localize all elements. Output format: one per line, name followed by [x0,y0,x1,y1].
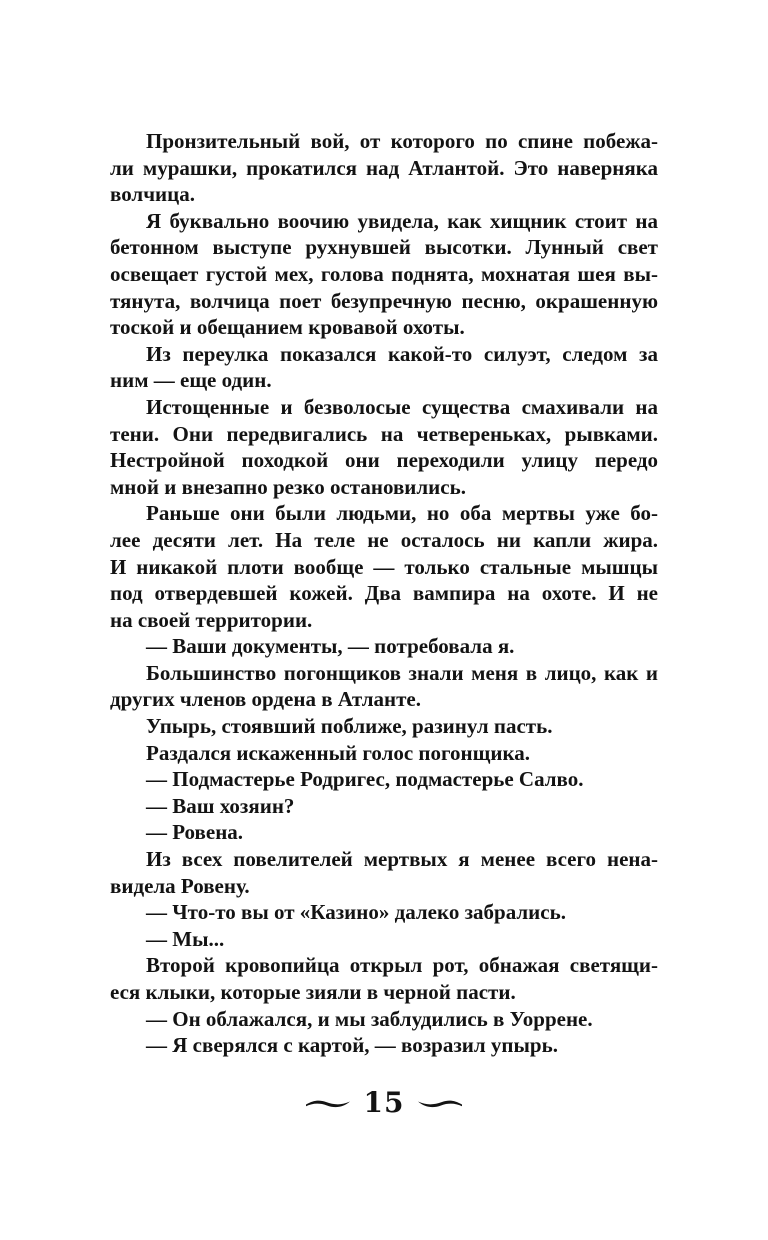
text-line: бетонном выступе рухнувшей высотки. Лунный свет [110,235,658,260]
text-line: — Он облажался, и мы заблудились в Уоррене. [146,1006,593,1031]
paragraph [110,394,658,500]
paragraph [110,740,658,767]
paragraph [110,128,658,208]
text-line: тоской и обещанием кровавой охоты. [110,315,465,340]
text-line: волчица. [110,182,195,207]
text-line: Раньше они были людьми, но оба мертвы уже бо- [146,501,658,526]
text-line: Второй кровопийца открыл рот, обнажая светящи- [146,953,658,978]
paragraph [110,819,658,846]
text-line: лее десяти лет. На теле не осталось ни капли жира. [110,527,658,552]
text-line: Из переулка показался какой-то силуэт, следом за [146,341,658,366]
text-line: ли мурашки, прокатился над Атлантой. Это наверняка [110,155,658,180]
text-line: Раздался искаженный голос погонщика. [146,740,530,765]
paragraph [110,1006,658,1033]
page-number: 15 [363,1086,405,1119]
text-line: Пронзительный вой, от которого по спине побежа- [146,129,658,153]
paragraph [110,766,658,793]
paragraph [110,500,658,633]
text-line: ним — еще один. [110,368,272,393]
paragraph [110,952,658,1005]
text-line: — Мы... [146,926,225,951]
paragraph [110,713,658,740]
paragraph [110,793,658,820]
text-line: тянута, волчица поет безупречную песню, окрашенную [110,288,658,313]
text-line: — Подмастерье Родригес, подмастерье Салво. [146,767,584,792]
text-line: на своей территории. [110,607,313,632]
text-line: Истощенные и безволосые существа смахивали на [146,394,658,419]
text-line: других членов ордена в Атланте. [110,687,421,712]
text-line: видела Ровену. [110,873,250,898]
text-line: — Что-то вы от «Казино» далеко забрались. [146,900,566,925]
text-line: — Ваш хозяин? [146,793,295,818]
swash-left-icon [305,1096,351,1110]
paragraph [110,926,658,953]
paragraph [110,899,658,926]
page-footer [0,1086,768,1120]
paragraph [110,846,658,899]
text-line: — Я сверялся с картой, — возразил упырь. [146,1033,558,1058]
paragraph [110,341,658,394]
paragraph [110,633,658,660]
text-line: Упырь, стоявший поближе, разинул пасть. [146,714,553,739]
text-line: освещает густой мех, голова поднята, мохнатая шея вы- [110,261,658,286]
text-line: тени. Они передвигались на четвереньках, рывками. [110,421,658,446]
text-line: И никакой плоти вообще — только стальные мышцы [110,554,658,579]
text-line: Я буквально воочию увидела, как хищник стоит на [146,208,658,233]
text-line: мной и внезапно резко остановились. [110,474,466,499]
paragraph [110,208,658,341]
text-line: еся клыки, которые зияли в черной пасти. [110,980,516,1004]
text-line: Нестройной походкой они переходили улицу передо [110,448,658,473]
text-line: под отвердевшей кожей. Два вампира на охоте. И не [110,581,658,606]
page-text [110,128,658,1059]
text-line: Большинство погонщиков знали меня в лицо, как и [146,660,658,685]
text-line: — Ваши документы, — потребовала я. [146,634,515,659]
paragraph [110,660,658,713]
swash-right-icon [417,1096,463,1110]
text-line: Из всех повелителей мертвых я менее всего нена- [146,847,658,872]
text-line: — Ровена. [146,820,244,845]
paragraph [110,1032,658,1059]
